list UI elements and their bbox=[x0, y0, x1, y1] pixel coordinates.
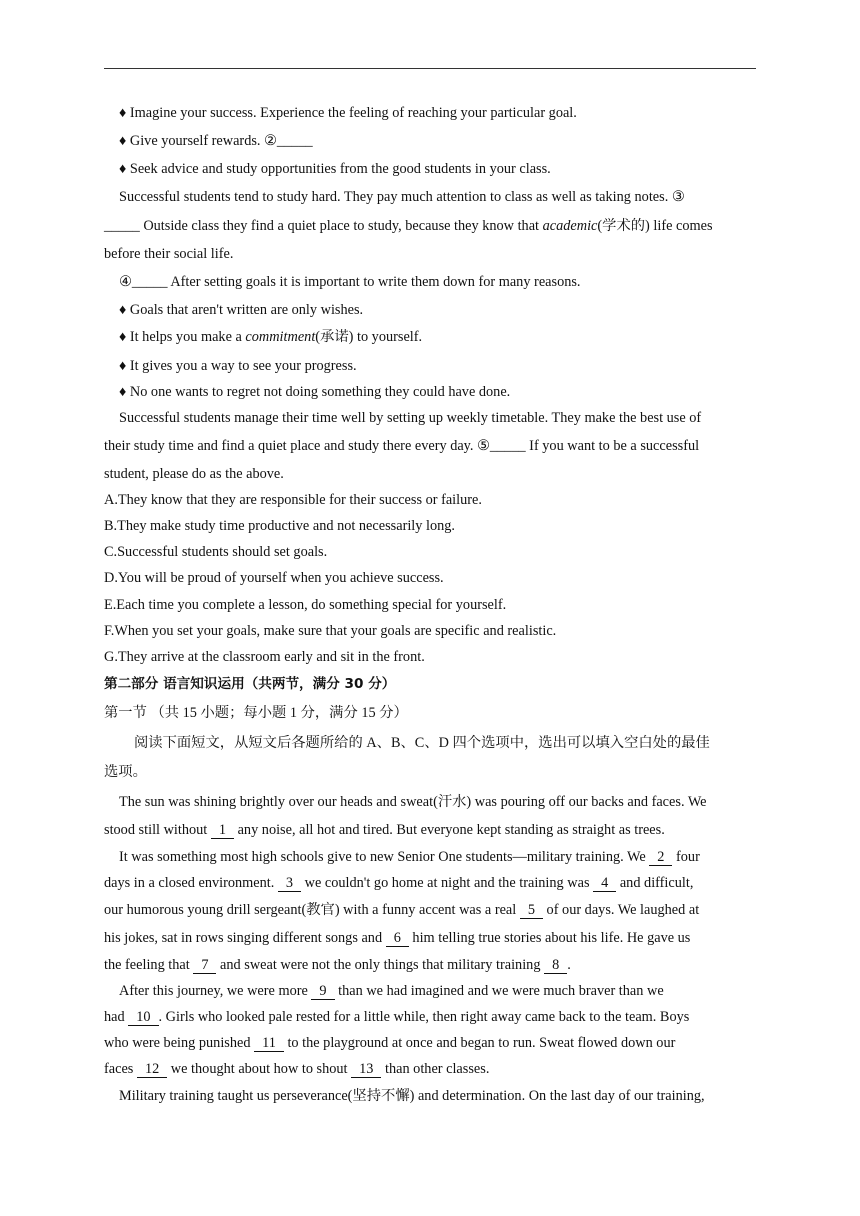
text-segment: than other classes. bbox=[381, 1061, 490, 1077]
bullet-regret: ♦ No one wants to regret not doing something they could have done. bbox=[119, 384, 511, 400]
text-segment: him telling true stories about his life. He gave us bbox=[408, 930, 691, 946]
blank-7: 7 bbox=[193, 958, 216, 974]
blank-13: 13 bbox=[351, 1062, 381, 1078]
blank-9: 9 bbox=[311, 984, 334, 1000]
para2: ④_____ After setting goals it is important to write them down for many reasons. bbox=[119, 274, 581, 290]
section2-title: 第二部分 语言知识运用（共两节，满分 30 分） bbox=[104, 676, 396, 692]
para1-line2 bbox=[104, 217, 713, 235]
option-c: C.Successful students should set goals. bbox=[104, 544, 328, 560]
section2-subtitle: 第一节 （共 15 小题；每小题 1 分，满分 15 分） bbox=[104, 705, 408, 721]
text-segment: After this journey, we were more bbox=[119, 983, 312, 999]
option-f: F.When you set your goals, make sure that your goals are specific and realistic. bbox=[104, 623, 557, 639]
blank-8: 8 bbox=[544, 958, 567, 974]
blank-2: 2 bbox=[649, 850, 672, 866]
story-p1-line1: The sun was shining brightly over our heads and sweat(汗水) was pouring off our backs and faces. We bbox=[119, 794, 707, 810]
term-commitment: commitment bbox=[245, 329, 316, 345]
option-a: A.They know that they are responsible for their success or failure. bbox=[104, 492, 482, 508]
text-segment: who were being punished bbox=[104, 1035, 255, 1051]
instruction-line1: 阅读下面短文，从短文后各题所给的 A、B、C、D 四个选项中，选出可以填入空白处的最佳 bbox=[134, 735, 710, 751]
text-segment: the feeling that bbox=[104, 957, 194, 973]
story-p2-line2 bbox=[104, 874, 693, 892]
text-segment: _____ Outside class they find a quiet place to study, because they know that bbox=[104, 218, 543, 234]
blank-6: 6 bbox=[386, 931, 409, 947]
text-segment: It was something most high schools give to new Senior One students—military training. We bbox=[119, 849, 650, 865]
blank-3: 3 bbox=[278, 876, 301, 892]
text-segment: of our days. We laughed at bbox=[542, 902, 700, 918]
option-g: G.They arrive at the classroom early and sit in the front. bbox=[104, 649, 425, 665]
text-segment: to the playground at once and began to run. Sweat flowed down our bbox=[283, 1035, 676, 1051]
story-p3-line1 bbox=[119, 982, 664, 1000]
term-academic: academic bbox=[542, 218, 598, 234]
text-segment: than we had imagined and we were much braver than we bbox=[334, 983, 664, 999]
text-segment: ♦ It helps you make a bbox=[119, 329, 246, 345]
story-p2-line1 bbox=[119, 848, 700, 866]
text-segment: his jokes, sat in rows singing different songs and bbox=[104, 930, 386, 946]
bullet-progress: ♦ It gives you a way to see your progress. bbox=[119, 358, 357, 374]
story-p1-line2 bbox=[104, 821, 665, 839]
text-segment: . Girls who looked pale rested for a little while, then right away came back to the team. Boys bbox=[158, 1009, 690, 1025]
story-p2-line5 bbox=[104, 956, 571, 974]
option-b: B.They make study time productive and not necessarily long. bbox=[104, 518, 455, 534]
para1-line3: before their social life. bbox=[104, 246, 234, 262]
text-segment: our humorous young drill sergeant(教官) with a funny accent was a real bbox=[104, 902, 520, 918]
story-p3-line2 bbox=[104, 1008, 689, 1026]
bullet-wishes: ♦ Goals that aren't written are only wishes. bbox=[119, 302, 364, 318]
text-segment: faces bbox=[104, 1061, 137, 1077]
text-segment: (学术的) life comes bbox=[597, 218, 713, 234]
bullet-advice: ♦ Seek advice and study opportunities from the good students in your class. bbox=[119, 161, 551, 177]
story-p2-line4 bbox=[104, 929, 690, 947]
text-segment: (承诺) to yourself. bbox=[315, 329, 423, 345]
para3-line3: student, please do as the above. bbox=[104, 466, 284, 482]
text-segment: and difficult, bbox=[616, 875, 694, 891]
text-segment: four bbox=[672, 849, 700, 865]
story-p4-line1: Military training taught us perseverance(坚持不懈) and determination. On the last day of our training, bbox=[119, 1088, 705, 1104]
blank-1: 1 bbox=[211, 823, 234, 839]
header-rule bbox=[104, 68, 756, 69]
bullet-commitment bbox=[119, 328, 422, 346]
text-segment: and sweat were not the only things that military training bbox=[216, 957, 545, 973]
blank-10: 10 bbox=[128, 1010, 158, 1026]
para3-line2: their study time and find a quiet place and study there every day. ⑤_____ If you want to be a successful bbox=[104, 438, 700, 454]
bullet-rewards: ♦ Give yourself rewards. ②_____ bbox=[119, 133, 313, 149]
para3-line1: Successful students manage their time well by setting up weekly timetable. They make the best use of bbox=[119, 410, 702, 426]
blank-11: 11 bbox=[254, 1036, 284, 1052]
text-segment: we couldn't go home at night and the training was bbox=[301, 875, 594, 891]
text-segment: we thought about how to shout bbox=[167, 1061, 352, 1077]
option-e: E.Each time you complete a lesson, do something special for yourself. bbox=[104, 597, 507, 613]
bullet-imagine: ♦ Imagine your success. Experience the feeling of reaching your particular goal. bbox=[119, 105, 577, 121]
text-segment: any noise, all hot and tired. But everyone kept standing as straight as trees. bbox=[234, 822, 665, 838]
blank-4: 4 bbox=[593, 876, 616, 892]
story-p3-line4 bbox=[104, 1060, 489, 1078]
para1-line1: Successful students tend to study hard. They pay much attention to class as well as taking notes. ③ bbox=[119, 189, 685, 205]
blank-5: 5 bbox=[520, 903, 543, 919]
story-p3-line3 bbox=[104, 1034, 675, 1052]
option-d: D.You will be proud of yourself when you achieve success. bbox=[104, 570, 444, 586]
blank-12: 12 bbox=[137, 1062, 167, 1078]
instruction-line2: 选项。 bbox=[104, 764, 147, 780]
story-p2-line3 bbox=[104, 901, 699, 919]
text-segment: days in a closed environment. bbox=[104, 875, 278, 891]
text-segment: . bbox=[567, 957, 571, 973]
text-segment: had bbox=[104, 1009, 129, 1025]
text-segment: stood still without bbox=[104, 822, 211, 838]
